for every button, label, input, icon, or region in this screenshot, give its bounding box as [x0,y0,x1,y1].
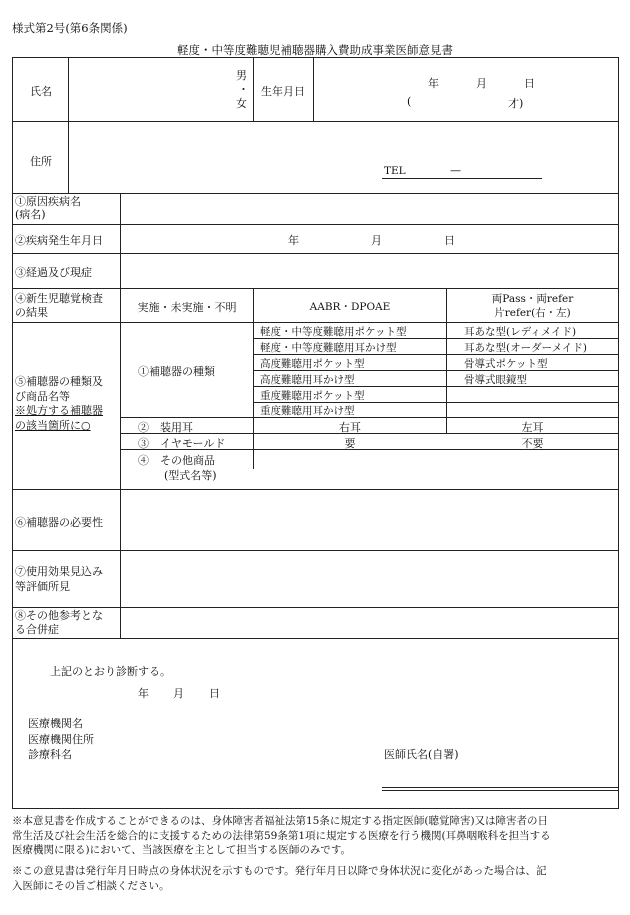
type-option[interactable]: 耳あな型(オーダーメイド) [464,342,587,354]
row4-result-line2: 片refer(右・左) [494,307,571,319]
footnote1-line1: ※本意見書を作成することができるのは、身体障害者福祉法第15条に規定する指定医師(聴覚障害)又は障害者の日 [12,815,549,827]
footnote-validity [12,864,547,893]
diagnosis-year-unit: 年 [138,687,149,700]
row7-label-line2: 等評価所見 [15,580,70,593]
department-label: 診療科名 [28,748,72,761]
type-option[interactable]: 耳あな型(レディメイド) [464,326,577,338]
mold-need-option[interactable]: 要 [344,437,356,450]
row4-option-implemented[interactable]: 実施・未実施・不明 [137,301,237,314]
type-option[interactable]: 骨導式ポケット型 [464,358,548,370]
name-label: 氏名 [30,85,52,98]
other-product-label [138,453,217,483]
page-title [0,42,630,58]
row7-field[interactable] [121,551,617,606]
gender-male[interactable]: 男 [236,69,247,82]
form-number: 様式第2号(第6条関係) [12,21,128,35]
row1-label-line1: ①原因疾病名 [15,195,81,208]
footnote2-line2: 入医師にその旨ご相談ください。 [12,879,170,892]
address-label: 住所 [30,155,52,168]
types-label: ①補聴器の種類 [138,365,215,378]
row1-label-line2: (病名) [15,208,46,221]
type-option[interactable]: 重度難聴用ポケット型 [260,390,365,402]
gender-female[interactable]: 女 [236,97,247,110]
row8-label-line1: ⑧その他参考とな [15,609,103,622]
row6-label: ⑥補聴器の必要性 [15,516,103,529]
diagnosis-month-unit: 月 [173,687,184,700]
type-option[interactable]: 軽度・中等度難聴用ポケット型 [260,326,407,338]
ear-label: ② 装用耳 [138,421,193,434]
institution-name-label: 医療機関名 [28,717,83,730]
mold-noneed-option[interactable]: 不要 [521,437,544,450]
row3-field[interactable] [121,254,617,287]
footnote2-line1: ※この意見書は発行年月日時点の身体状況を示すものです。発行年月日以降で身体状況に変化があった場合は、記 [12,865,547,877]
row8-label [15,609,103,637]
diagnosis-day-unit: 日 [209,687,220,700]
row2-month-unit: 月 [371,234,382,247]
row5-label-line1: ⑤補聴器の種類及 [15,375,103,388]
row8-field[interactable] [121,608,617,637]
row4-label-line1: ④新生児聴覚検査 [15,292,103,305]
birth-date-field[interactable] [314,58,617,120]
row4-label [15,292,103,320]
row7-label-line1: ⑦使用効果見込み [15,565,103,578]
row2-field[interactable] [121,225,617,252]
type-option[interactable]: 軽度・中等度難聴用耳かけ型 [260,342,397,354]
row5-label-line2: び商品名等 [15,389,70,403]
page-title-text: 軽度・中等度難聴児補聴器購入費助成事業医師意見書 [177,43,453,57]
row5-label [15,375,103,433]
name-field[interactable] [69,58,229,120]
other-line1: ④ その他商品 [138,454,215,467]
other-product-field[interactable] [254,450,617,488]
row5-note-line1: ※処方する補聴器 [15,404,103,417]
footnote-eligibility [12,814,551,858]
other-line2: (型式名等) [164,469,217,482]
birth-month-unit: 月 [476,77,487,90]
institution-address-label: 医療機関住所 [28,733,94,746]
row5-note-line2: の該当箇所に○ [15,418,91,432]
doctor-signature-field[interactable] [384,762,616,786]
type-option[interactable]: 高度難聴用ポケット型 [260,358,365,370]
gender-dot: ・ [238,83,249,96]
row1-field[interactable] [121,194,617,223]
row2-year-unit: 年 [288,234,299,247]
row4-option-test-type[interactable]: AABR・DPOAE [309,301,391,313]
tel-label: TEL [384,165,406,177]
type-option[interactable]: 骨導式眼鏡型 [464,374,527,386]
row6-field[interactable] [121,490,617,549]
footnote1-line3: 医療機関に限る)において、当該医療を主として担当する医師のみです。 [12,844,352,856]
diagnosis-statement: 上記のとおり診断する。 [50,665,171,678]
row4-option-result[interactable] [447,292,618,320]
doctor-signature-label: 医師氏名(自署) [384,748,459,761]
type-option[interactable]: 高度難聴用耳かけ型 [260,374,355,386]
age-close: 才) [508,97,524,110]
birth-label: 生年月日 [261,85,305,98]
ear-left-option[interactable]: 左耳 [521,421,544,434]
tel-dash: — [450,164,461,177]
birth-year-unit: 年 [428,77,439,90]
row2-day-unit: 日 [444,234,455,247]
footnote1-line2: 常生活及び社会生活を総合的に支援するための法律第59条第1項に規定する医療を行う機関(耳鼻咽喉科を担当する [12,829,551,842]
row4-result-line1: 両Pass・両refer [491,293,574,305]
row4-label-line2: の結果 [15,306,48,319]
ear-right-option[interactable]: 右耳 [339,421,361,434]
birth-day-unit: 日 [524,77,535,90]
mold-label: ③ イヤモールド [138,437,226,450]
row2-label: ②疾病発生年月日 [15,234,103,247]
age-open: ( [407,95,412,108]
row8-label-line2: る合併症 [15,623,59,636]
row7-label [15,564,103,594]
row3-label: ③経過及び現症 [15,266,92,279]
row1-label [15,195,81,221]
type-option[interactable]: 重度難聴用耳かけ型 [260,405,355,417]
address-field[interactable] [69,122,617,192]
